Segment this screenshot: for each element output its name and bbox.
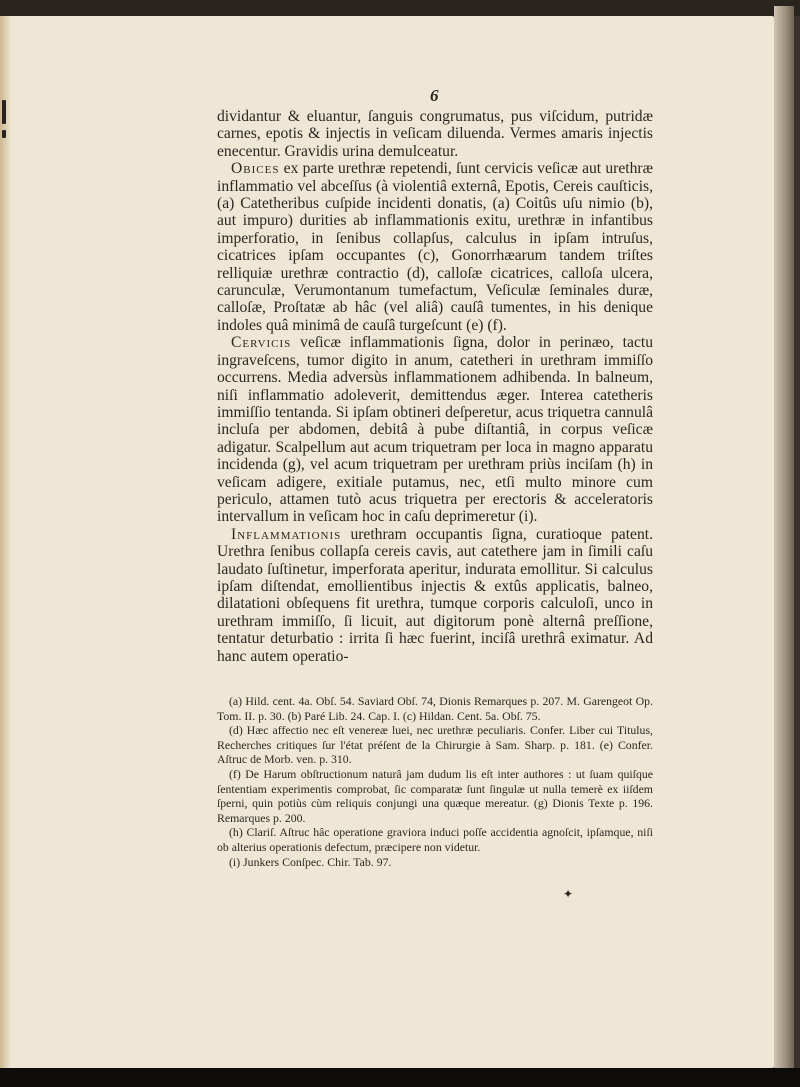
paragraph <box>217 160 653 334</box>
printer-ornament-icon: ✦ <box>563 887 574 901</box>
page-gutter <box>0 16 10 1068</box>
paragraph-text: ex parte urethræ repetendi, ſunt cervicis veſicæ aut urethræ inflammatio vel abceſſus (à violentiâ externâ, Epotis, Cereis cauſticis, (a) Catetheribus cuſpide incidenti donatis, (a) Coitûs uſu nimio (b), aut impuro) durities ab inflammationis exitu, urethræ in infantibus imperforatio, in ſenibus collapſus, calculus in ipſam intruſus, cicatrices ipſam occupantes (c), Gonorrhæarum tandem triſtes relliquiæ urethræ contractio (d), calloſæ cicatrices, calloſa ulcera, carunculæ, Verumontanum tumefactum, Veſiculæ ſeminales duræ, calloſæ, Proſtatæ ab hâc (vel aliâ) cauſâ tumentes, in his denique indoles quâ minimâ de cauſâ turgeſcunt (e) (f). <box>217 160 653 334</box>
footnotes <box>217 694 653 869</box>
main-text <box>217 108 653 665</box>
page-number: 6 <box>430 86 439 105</box>
paragraph-lead: Obices <box>231 160 280 178</box>
footnote: (d) Hæc affectio nec eſt venereæ luei, nec urethræ peculiaris. Confer. Liber cui Titulus, Recherches critiques ſur l'état préſent de la Chirurgie à Sam. Sharp. p. 181. (e) Confer. Aſtruc de Morb. ven. p. 310. <box>217 723 653 767</box>
footnote: (f) De Harum obſtructionum naturâ jam dudum lis eſt inter authores : ut ſuam quiſque ſententiam experimentis comprobat, ſic comparatæ ſunt ſingulæ ut nulla temerè ex iiſdem ſperni, quin potiùs cùm reliquis conjungi una quæque mereatur. (g) Dionis Texte p. 196. Remarques p. 200. <box>217 766 653 825</box>
footnote: (a) Hild. cent. 4a. Obſ. 54. Saviard Obſ. 74, Dionis Remarques p. 207. M. Garengeot Op. Tom. II. p. 30. (b) Paré Lib. 24. Cap. I. (c) Hildan. Cent. 5a. Obſ. 75. <box>217 694 653 723</box>
paragraph-text: urethram occupantis ſigna, curatioque patent. Urethra ſenibus collapſa cereis cavis, aut catethere jam in ſimili caſu laudato ſuſtinetur, imperforata aperitur, indurata emollitur. Si calculus ipſam diſtendat, emollientibus injectis & extûs applicatis, balneo, dilatationi obſequens fit urethra, tumque corporis calculoſi, unco in urethram immiſſo, ſi licuit, aut digitorum ponè alternâ preſſione, tentatur deturbatio : irrita ſi hæc fuerint, inciſâ urethrâ eximatur. Ad hanc autem operatio- <box>217 525 653 665</box>
gutter-mark <box>2 130 6 138</box>
paragraph <box>217 108 653 160</box>
paragraph <box>217 334 653 525</box>
footnote: (i) Junkers Conſpec. Chir. Tab. 97. <box>229 854 392 869</box>
scan-top-border <box>0 0 800 16</box>
scan-bottom-border <box>0 1068 800 1087</box>
gutter-mark <box>2 100 6 124</box>
page-edge-stack <box>774 6 794 1076</box>
paragraph-text: veſicæ inflammationis ſigna, dolor in perinæo, tactu ingraveſcens, tumor digito in anum, catetheri in urethram immiſſo occurrens. Media adversùs inflammationem adhibenda. In balneum, niſi inflammatio adoleverit, demittendus æger. Interea catetheris immiſſio tentanda. Si ipſam obtineri deſperetur, acus triquetra cannulâ incluſa per abdomen, debitâ à pube diſtantiâ, in corpus veſicæ adigatur. Scalpellum aut acum triquetram per loca in magno apparatu incidenda (g), vel acum triquetram per urethram priùs inciſam (h) in veſicam adigere, exitiale putamus, nec, etſi multo minore cum periculo, attamen tutò acus triquetra per erectoris & acceleratoris intervallum in veſicam hoc in caſu deprimeretur (i). <box>217 334 653 526</box>
paragraph-lead: Cervicis <box>231 334 292 352</box>
paragraph-text: dividantur & eluantur, ſanguis congrumatus, pus viſcidum, putridæ carnes, epotis & injectis in veſicam diluenda. Vermes amaris injectis enecentur. Gravidis urina demulceatur. <box>217 108 653 160</box>
paragraph <box>217 526 653 665</box>
paragraph-lead: Inflammationis <box>231 525 342 543</box>
footnote: (h) Clariſ. Aſtruc hâc operatione graviora induci poſſe accidentia agnoſcit, ipſamque, niſi ob alterius operationis defectum, præcipere non videtur. <box>217 825 653 854</box>
